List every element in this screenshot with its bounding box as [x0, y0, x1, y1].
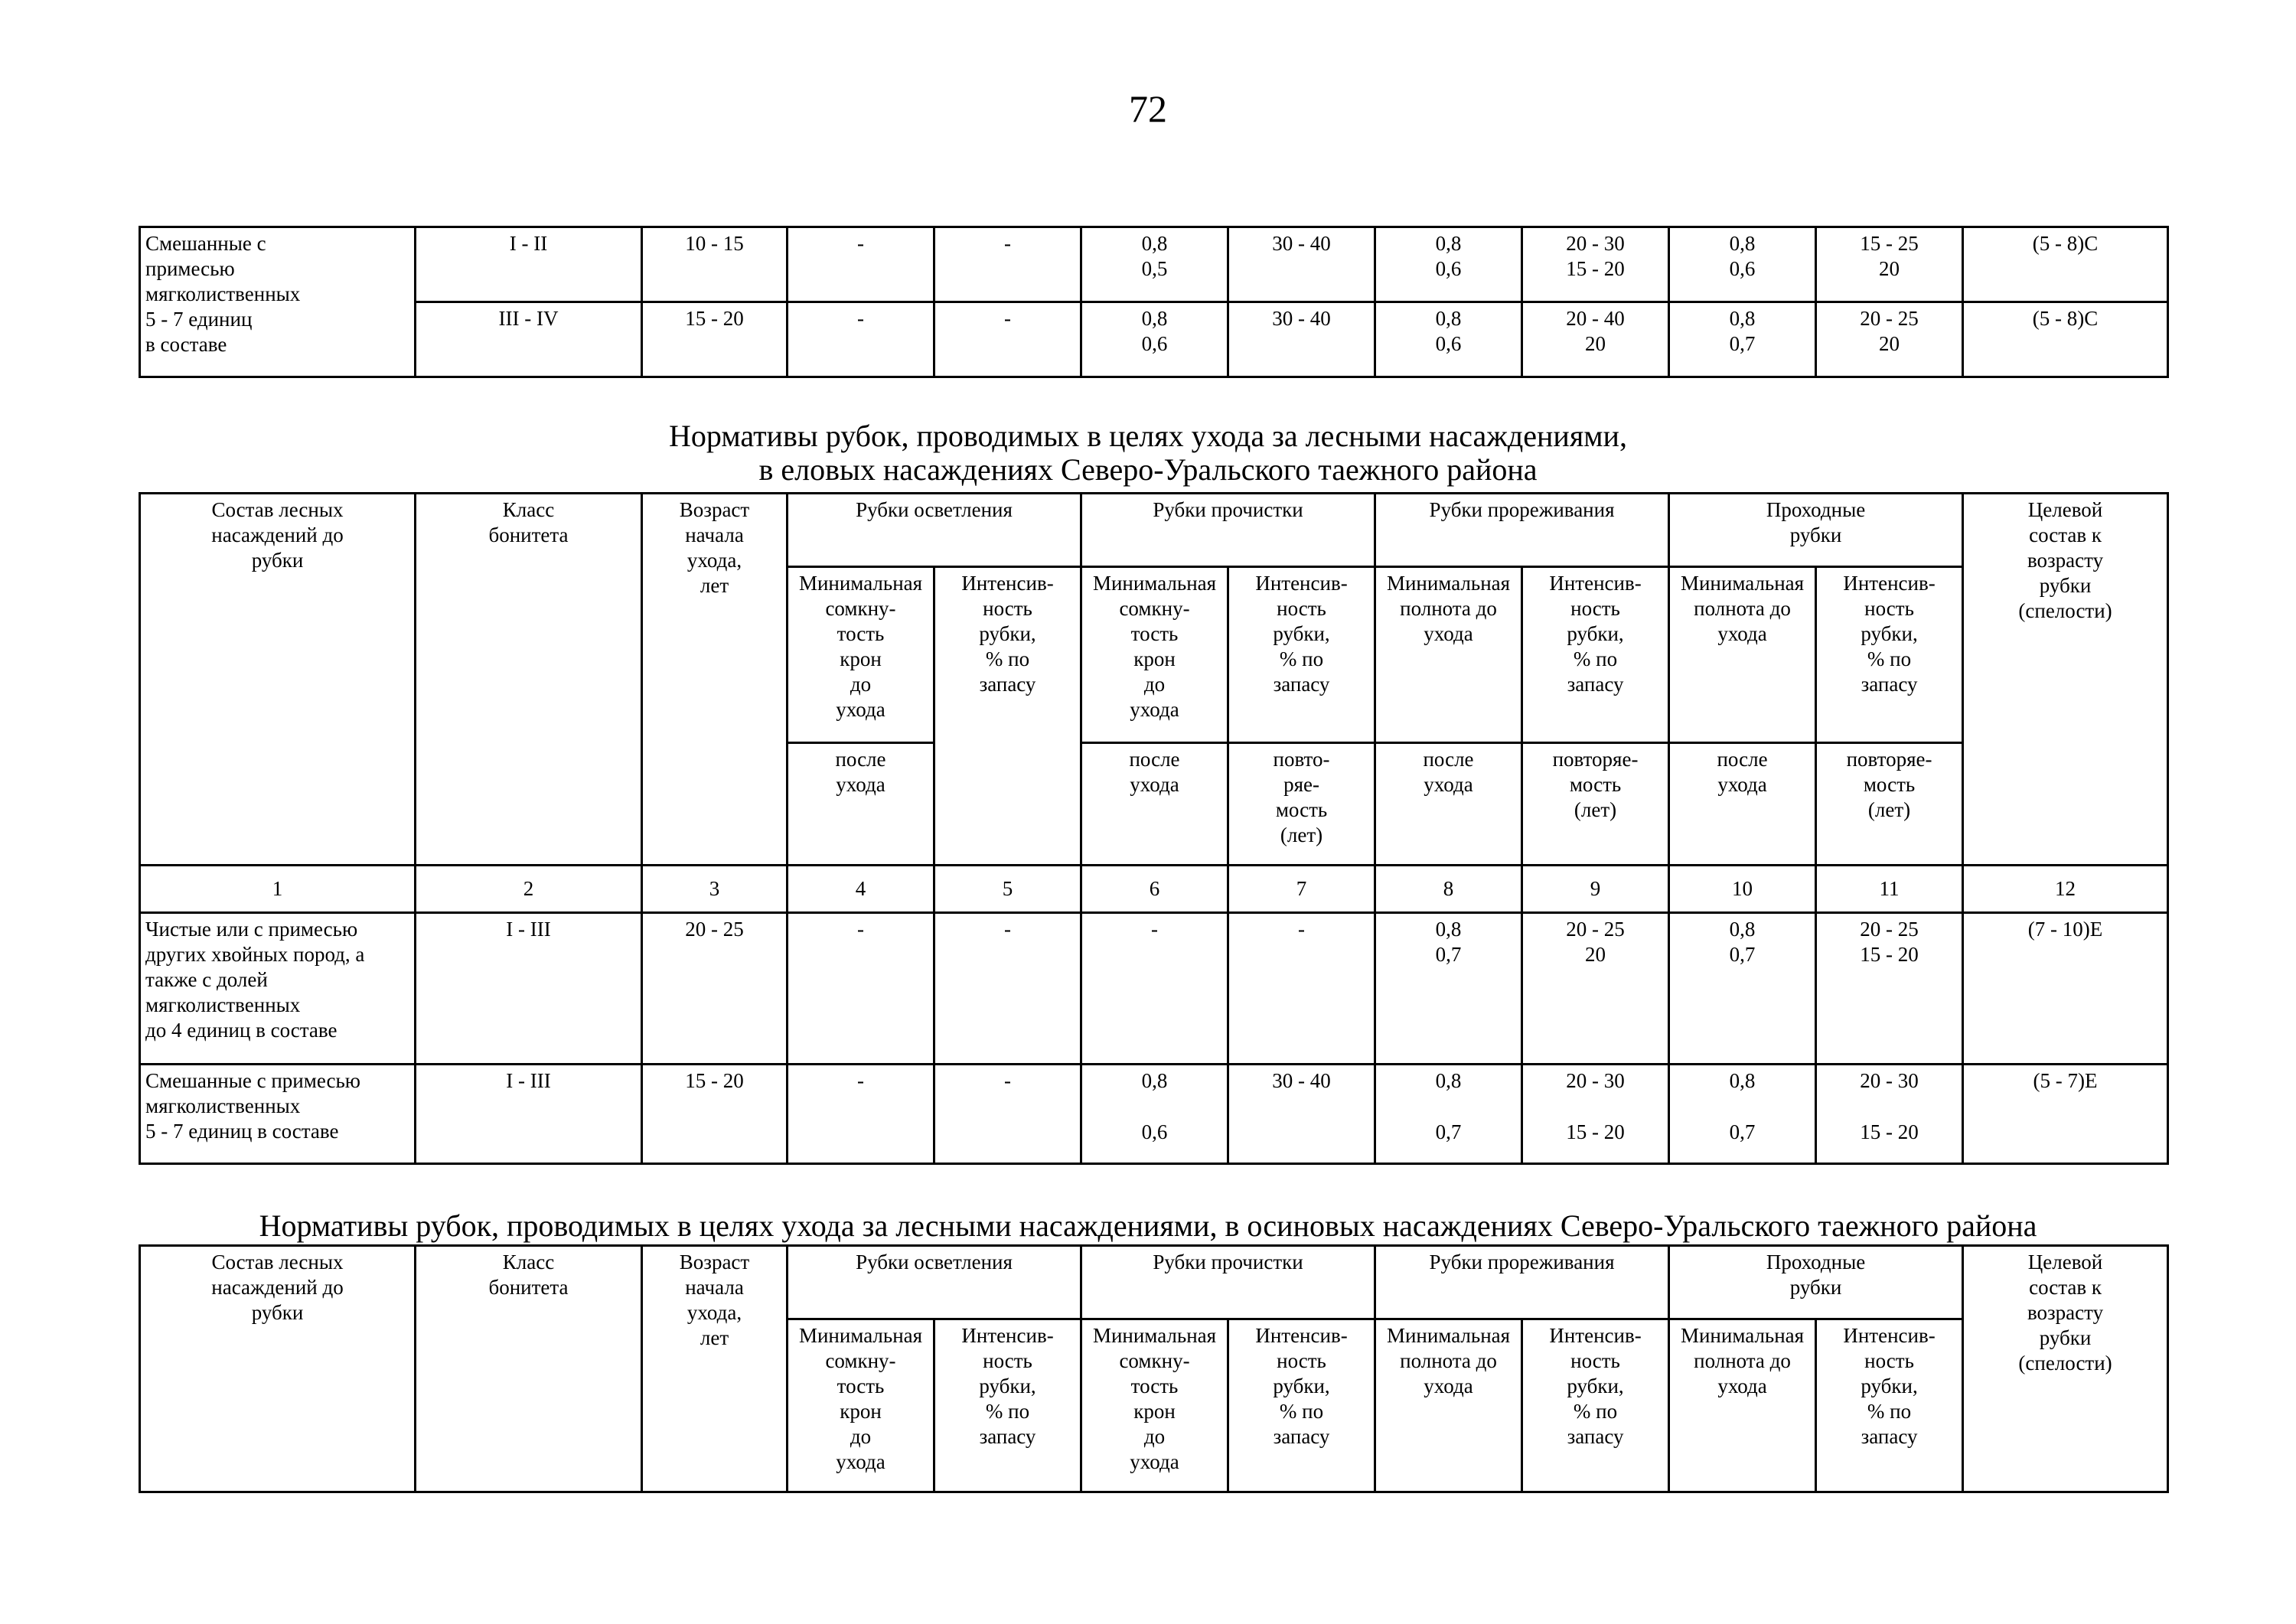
header-after-care: после ухода: [1669, 743, 1816, 866]
cell: -: [934, 302, 1081, 377]
column-number: 2: [416, 866, 642, 913]
spruce-table-title-line2: в еловых насаждениях Северо-Уральского таежного района: [758, 452, 1538, 487]
header-age: Возраст начала ухода, лет: [642, 494, 788, 866]
cell: 20 - 30 15 - 20: [1522, 227, 1669, 302]
cell: -: [1228, 913, 1375, 1065]
header-intensity: Интенсив- ность рубки, % по запасу: [1816, 1319, 1963, 1492]
header-intensity: Интенсив- ность рубки, % по запасу: [1228, 567, 1375, 743]
column-number: 4: [788, 866, 934, 913]
bonitet-cell: I - III: [416, 913, 642, 1065]
cell: 0,8 0,5: [1081, 227, 1228, 302]
column-number: 9: [1522, 866, 1669, 913]
header-repeat: повто- ряе- мость (лет): [1228, 743, 1375, 866]
composition-cell: Смешанные с примесью мягколиственных 5 - 7 единиц в составе: [140, 227, 416, 377]
header-min-closure: Минимальная сомкну- тость крон до ухода: [1081, 1319, 1228, 1492]
cell: 0,8 0,7: [1669, 302, 1816, 377]
age-cell: 15 - 20: [642, 1065, 788, 1164]
header-passing: Проходные рубки: [1669, 494, 1963, 567]
value-lower: 15 - 20: [1860, 1120, 1919, 1143]
column-number: 12: [1963, 866, 2168, 913]
header-min-closure: Минимальная сомкну- тость крон до ухода: [1081, 567, 1228, 743]
cell: 0,8 0,7: [1669, 913, 1816, 1065]
header-thinning: Рубки прореживания: [1375, 494, 1669, 567]
bonitet-cell: I - III: [416, 1065, 642, 1164]
cell: [1522, 1065, 1669, 1164]
column-number: 5: [934, 866, 1081, 913]
cell: 0,8 0,6: [1669, 227, 1816, 302]
value-lower: 0,7: [1729, 1120, 1756, 1143]
spruce-norms-table: [139, 492, 2169, 1165]
cell: 0,8 0,6: [1375, 302, 1522, 377]
header-min-closure: Минимальная сомкну- тость крон до ухода: [788, 1319, 934, 1492]
cell: 20 - 25 20: [1816, 302, 1963, 377]
column-number: 10: [1669, 866, 1816, 913]
header-min-density: Минимальная полнота до ухода: [1375, 567, 1522, 743]
header-target: Целевой состав к возрасту рубки (спелости): [1963, 494, 2168, 866]
cell: -: [934, 1065, 1081, 1164]
value-lower: 0,6: [1141, 1120, 1168, 1143]
spruce-table-title-line1: Нормативы рубок, проводимых в целях ухода за лесными насаждениями,: [669, 419, 1627, 453]
header-cleaning: Рубки прочистки: [1081, 1246, 1375, 1319]
cell: -: [1081, 913, 1228, 1065]
aspen-table-title: Нормативы рубок, проводимых в целях ухода за лесными насаждениями, в осиновых насаждениях Северо-Уральского таежного района: [259, 1208, 2037, 1243]
header-target: Целевой состав к возрасту рубки (спелости): [1963, 1246, 2168, 1492]
column-number: 7: [1228, 866, 1375, 913]
header-min-density: Минимальная полнота до ухода: [1669, 567, 1816, 743]
cell: 0,8 0,6: [1081, 302, 1228, 377]
header-clarification: Рубки осветления: [788, 1246, 1081, 1319]
cell: 30 - 40: [1228, 227, 1375, 302]
value-lower: 15 - 20: [1566, 1120, 1625, 1143]
column-number: 6: [1081, 866, 1228, 913]
cell: [1669, 1065, 1816, 1164]
target-cell: (5 - 8)С: [1963, 302, 2168, 377]
top-continuation-table: [139, 226, 2169, 378]
composition-cell: Чистые или с примесью других хвойных пород, а также с долей мягколиственных до 4 единиц в составе: [140, 913, 416, 1065]
header-passing: Проходные рубки: [1669, 1246, 1963, 1319]
header-composition: Состав лесных насаждений до рубки: [140, 1246, 416, 1492]
age-cell: 15 - 20: [642, 302, 788, 377]
target-cell: (5 - 7)Е: [1963, 1065, 2168, 1164]
cell: 20 - 25 15 - 20: [1816, 913, 1963, 1065]
cell: 20 - 40 20: [1522, 302, 1669, 377]
page-number: 72: [1129, 87, 1167, 130]
cell: [1375, 1065, 1522, 1164]
header-repeat: повторяе- мость (лет): [1816, 743, 1963, 866]
header-after-care: после ухода: [1375, 743, 1522, 866]
age-cell: 20 - 25: [642, 913, 788, 1065]
target-cell: (5 - 8)С: [1963, 227, 2168, 302]
header-intensity: Интенсив- ность рубки, % по запасу: [1522, 567, 1669, 743]
bonitet-cell: III - IV: [416, 302, 642, 377]
cell: 30 - 40: [1228, 302, 1375, 377]
header-age: Возраст начала ухода, лет: [642, 1246, 788, 1492]
target-cell: (7 - 10)Е: [1963, 913, 2168, 1065]
header-intensity: Интенсив- ность рубки, % по запасу: [934, 1319, 1081, 1492]
header-after-care: после ухода: [1081, 743, 1228, 866]
header-after-care: после ухода: [788, 743, 934, 866]
column-number: 1: [140, 866, 416, 913]
cell: -: [934, 913, 1081, 1065]
age-cell: 10 - 15: [642, 227, 788, 302]
header-intensity: Интенсив- ность рубки, % по запасу: [1228, 1319, 1375, 1492]
header-intensity: Интенсив- ность рубки, % по запасу: [1522, 1319, 1669, 1492]
cell: -: [788, 227, 934, 302]
bonitet-cell: I - II: [416, 227, 642, 302]
composition-cell: Смешанные с примесью мягколиственных 5 - 7 единиц в составе: [140, 1065, 416, 1164]
header-clarification: Рубки осветления: [788, 494, 1081, 567]
value-upper: 0,8: [1141, 1069, 1168, 1092]
header-intensity: Интенсив- ность рубки, % по запасу: [1816, 567, 1963, 743]
aspen-norms-table: [139, 1244, 2169, 1493]
value-upper: 0,8: [1435, 1069, 1462, 1092]
cell: 20 - 25 20: [1522, 913, 1669, 1065]
value-upper: 20 - 30: [1860, 1069, 1919, 1092]
column-number: 8: [1375, 866, 1522, 913]
value-upper: 0,8: [1729, 1069, 1756, 1092]
header-min-density: Минимальная полнота до ухода: [1375, 1319, 1522, 1492]
column-number: 11: [1816, 866, 1963, 913]
header-min-closure: Минимальная сомкну- тость крон до ухода: [788, 567, 934, 743]
header-thinning: Рубки прореживания: [1375, 1246, 1669, 1319]
cell: 0,8 0,6: [1375, 227, 1522, 302]
header-bonitet: Класс бонитета: [416, 1246, 642, 1492]
cell: -: [934, 227, 1081, 302]
header-repeat: повторяе- мость (лет): [1522, 743, 1669, 866]
header-cleaning: Рубки прочистки: [1081, 494, 1375, 567]
cell: -: [788, 913, 934, 1065]
value-upper: 20 - 30: [1566, 1069, 1625, 1092]
cell: [1081, 1065, 1228, 1164]
cell: -: [788, 1065, 934, 1164]
cell: 30 - 40: [1228, 1065, 1375, 1164]
header-intensity: Интенсив- ность рубки, % по запасу: [934, 567, 1081, 866]
header-bonitet: Класс бонитета: [416, 494, 642, 866]
cell: 15 - 25 20: [1816, 227, 1963, 302]
cell: -: [788, 302, 934, 377]
column-number: 3: [642, 866, 788, 913]
header-min-density: Минимальная полнота до ухода: [1669, 1319, 1816, 1492]
header-composition: Состав лесных насаждений до рубки: [140, 494, 416, 866]
value-lower: 0,7: [1435, 1120, 1462, 1143]
cell: 0,8 0,7: [1375, 913, 1522, 1065]
cell: [1816, 1065, 1963, 1164]
